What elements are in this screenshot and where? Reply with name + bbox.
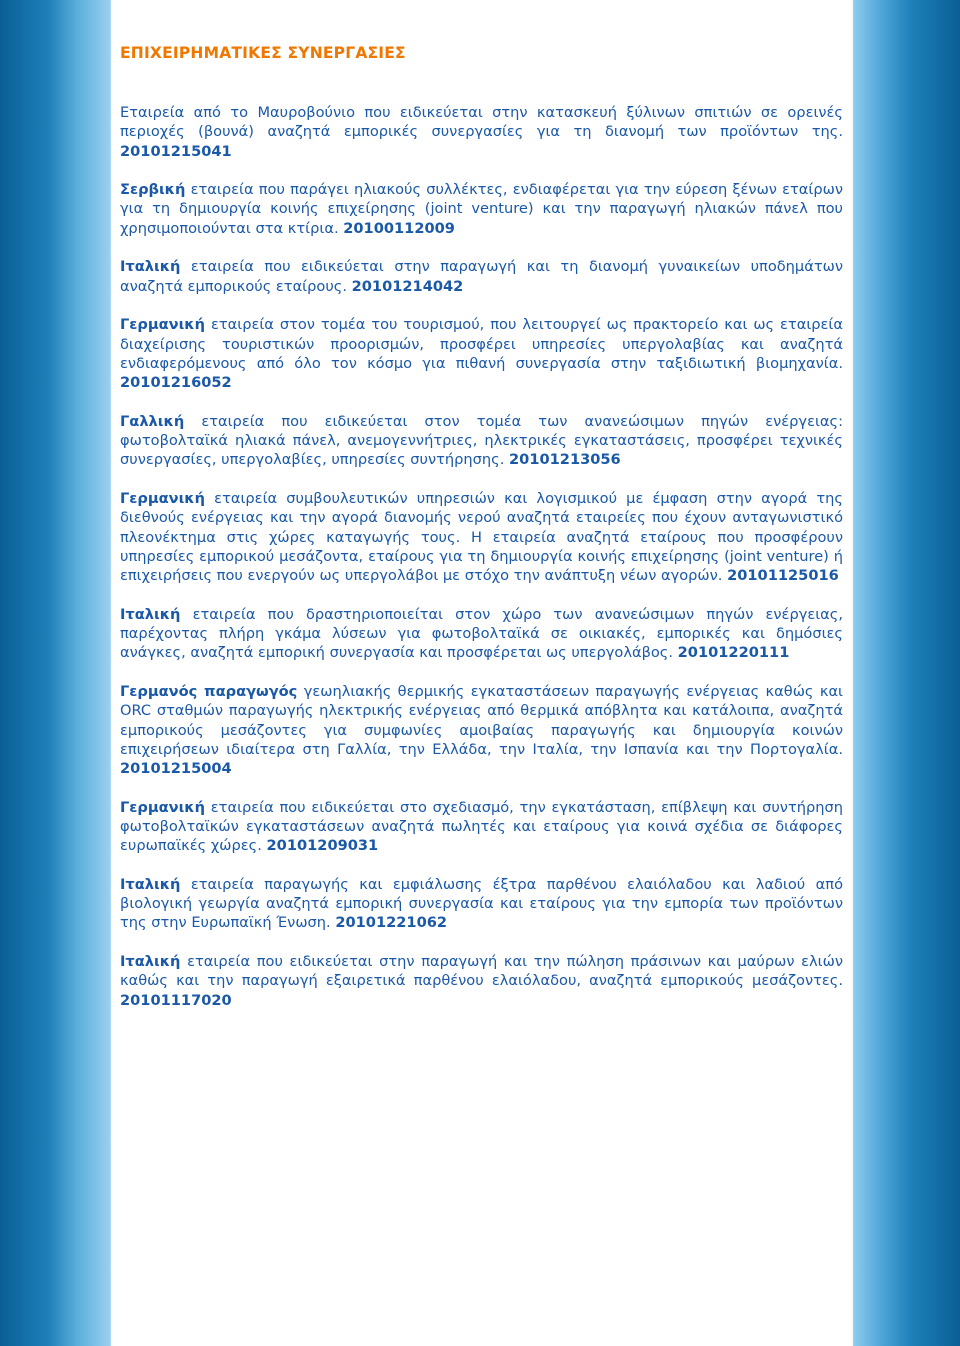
list-item bbox=[120, 952, 843, 1010]
entry-lead: Γαλλική bbox=[120, 412, 185, 430]
entry-text: εταιρεία που ειδικεύεται στην παραγωγή και τη διανομή γυναικείων υποδημάτων αναζητά εμπορικούς εταίρους. bbox=[120, 258, 843, 295]
entry-code: 20101125016 bbox=[727, 567, 839, 585]
entry-code: 20101214042 bbox=[351, 277, 464, 295]
list-item bbox=[120, 875, 843, 933]
entry-lead: Ιταλική bbox=[120, 953, 181, 971]
entry-text: Εταιρεία από το Μαυροβούνιο που ειδικεύεται στην κατασκευή ξύλινων σπιτιών σε ορεινές περιοχές (βουνά) αναζητά εμπορικές συνεργασίες για τη διανομή των προϊόντων της. bbox=[120, 104, 843, 141]
list-item bbox=[120, 489, 843, 585]
entry-lead: Γερμανική bbox=[120, 489, 206, 507]
entry-lead: Ιταλική bbox=[120, 258, 181, 276]
entry-text: εταιρεία στον τομέα του τουρισμού, που λειτουργεί ως πρακτορείο και ως εταιρεία διαχείρισης τουριστικών προορισμών, προσφέρει υπηρεσίες υπεργολαβίας και αναζητά ενδιαφερόμενους από όλο τον κόσμο για πιθανή συνεργασία στην ταξιδιωτική βιομηχανία. bbox=[120, 316, 843, 372]
entry-lead: Ιταλική bbox=[120, 605, 181, 623]
list-item bbox=[120, 412, 843, 470]
entry-text: εταιρεία παραγωγής και εμφιάλωσης έξτρα παρθένου ελαιόλαδου και λαδιού από βιολογική γεωργία αναζητά εμπορική συνεργασία και εταίρους για την εμπορία των προϊόντων της στην Ευρωπαϊκή Ένωση. bbox=[120, 875, 843, 932]
entry-code: 20101117020 bbox=[120, 991, 232, 1009]
entry-text: εταιρεία που παράγει ηλιακούς συλλέκτες, ενδιαφέρεται για την εύρεση ξένων εταίρων για τη δημιουργία κοινής επιχείρησης (joint venture) και την παραγωγή ηλιακών πάνελ που χρησιμοποιούνται στα κτίρια. bbox=[120, 181, 843, 237]
list-item bbox=[120, 180, 843, 238]
entry-text: εταιρεία συμβουλευτικών υπηρεσιών και λογισμικού με έμφαση στην αγορά της διεθνούς ενέργειας και την αγορά διανομής νερού αναζητά εταιρείες που έχουν ανταγωνιστικό πλεονέκτημα στις χώρες καταγωγής τους. Η εταιρεία αναζητά εταίρους που προσφέρουν υπηρεσίες εμπορικού μεσάζοντα, εταίρους για τη δημιουργία κοινής επιχείρησης (joint venture) ή επιχειρήσεις που ενεργούν ως υπεργολάβοι με στόχο την ανάπτυξη νέων αγορών. bbox=[120, 489, 843, 585]
entry-code: 20101215004 bbox=[120, 760, 232, 778]
entry-text: εταιρεία που ειδικεύεται στην παραγωγή και την πώληση πράσινων και μαύρων ελιών καθώς και την παραγωγή εξαιρετικά παρθένου ελαιόλαδου, αναζητά εμπορικούς μεσάζοντες. bbox=[120, 953, 843, 990]
entry-code: 20100112009 bbox=[343, 219, 455, 237]
entry-lead: Γερμανός παραγωγός bbox=[120, 682, 298, 700]
page-title: ΕΠΙΧΕΙΡΗΜΑΤΙΚΕΣ ΣΥΝΕΡΓΑΣΙΕΣ bbox=[120, 44, 406, 62]
entry-code: 20101215041 bbox=[120, 142, 232, 160]
list-item bbox=[120, 798, 843, 856]
list-item bbox=[120, 257, 843, 296]
entry-code: 20101213056 bbox=[509, 451, 621, 469]
list-item bbox=[120, 605, 843, 663]
entry-text: γεωηλιακής θερμικής εγκαταστάσεων παραγωγής ενέργειας καθώς και ORC σταθμών παραγωγής ηλεκτρικής ενέργειας από θερμικά απόβλητα και κατάλοιπα, αναζητά εμπορικούς μεσάζοντες για συμφωνίες αμοιβαίας παραγωγής και δημιουργία κοινών επιχειρήσεων ιδιαίτερα στη Γαλλία, την Ελλάδα, την Ιταλία, την Ισπανία και την Πορτογαλία. bbox=[120, 682, 843, 758]
entry-lead: Σερβική bbox=[120, 181, 186, 199]
entry-lead: Ιταλική bbox=[120, 875, 181, 893]
entry-lead: Γερμανική bbox=[120, 798, 206, 816]
entry-text: εταιρεία που δραστηριοποιείται στον χώρο των ανανεώσιμων πηγών ενέργειας, παρέχοντας πλήρη γκάμα λύσεων για φωτοβολταϊκά σε οικιακές, εμπορικές και δημόσιες ανάγκες, αναζητά εμπορική συνεργασία και προσφέρεται ως υπεργολάβος. bbox=[120, 605, 843, 662]
list-item bbox=[120, 103, 843, 161]
list-item bbox=[120, 315, 843, 392]
entry-code: 20101209031 bbox=[266, 837, 379, 855]
entry-code: 20101220111 bbox=[677, 644, 790, 662]
entry-code: 20101216052 bbox=[120, 374, 232, 392]
entry-lead: Γερμανική bbox=[120, 316, 206, 334]
entries-list bbox=[120, 103, 843, 1029]
list-item bbox=[120, 682, 843, 778]
entry-code: 20101221062 bbox=[335, 914, 448, 932]
entry-text: εταιρεία που ειδικεύεται στον τομέα των ανανεώσιμων πηγών ενέργειας: φωτοβολταϊκά ηλιακά πάνελ, ανεμογεννήτριες, ηλεκτρικές εγκαταστάσεις, προσφέρει τεχνικές συνεργασίες, υπεργολαβίες, υπηρεσίες συντήρησης. bbox=[120, 412, 843, 469]
document-page bbox=[112, 0, 853, 1346]
entry-text: εταιρεία που ειδικεύεται στο σχεδιασμό, την εγκατάσταση, επίβλεψη και συντήρηση φωτοβολταϊκών εγκαταστάσεων αναζητά πωλητές και εταίρους για κοινά σχέδια σε διάφορες ευρωπαϊκές χώρες. bbox=[120, 798, 843, 855]
